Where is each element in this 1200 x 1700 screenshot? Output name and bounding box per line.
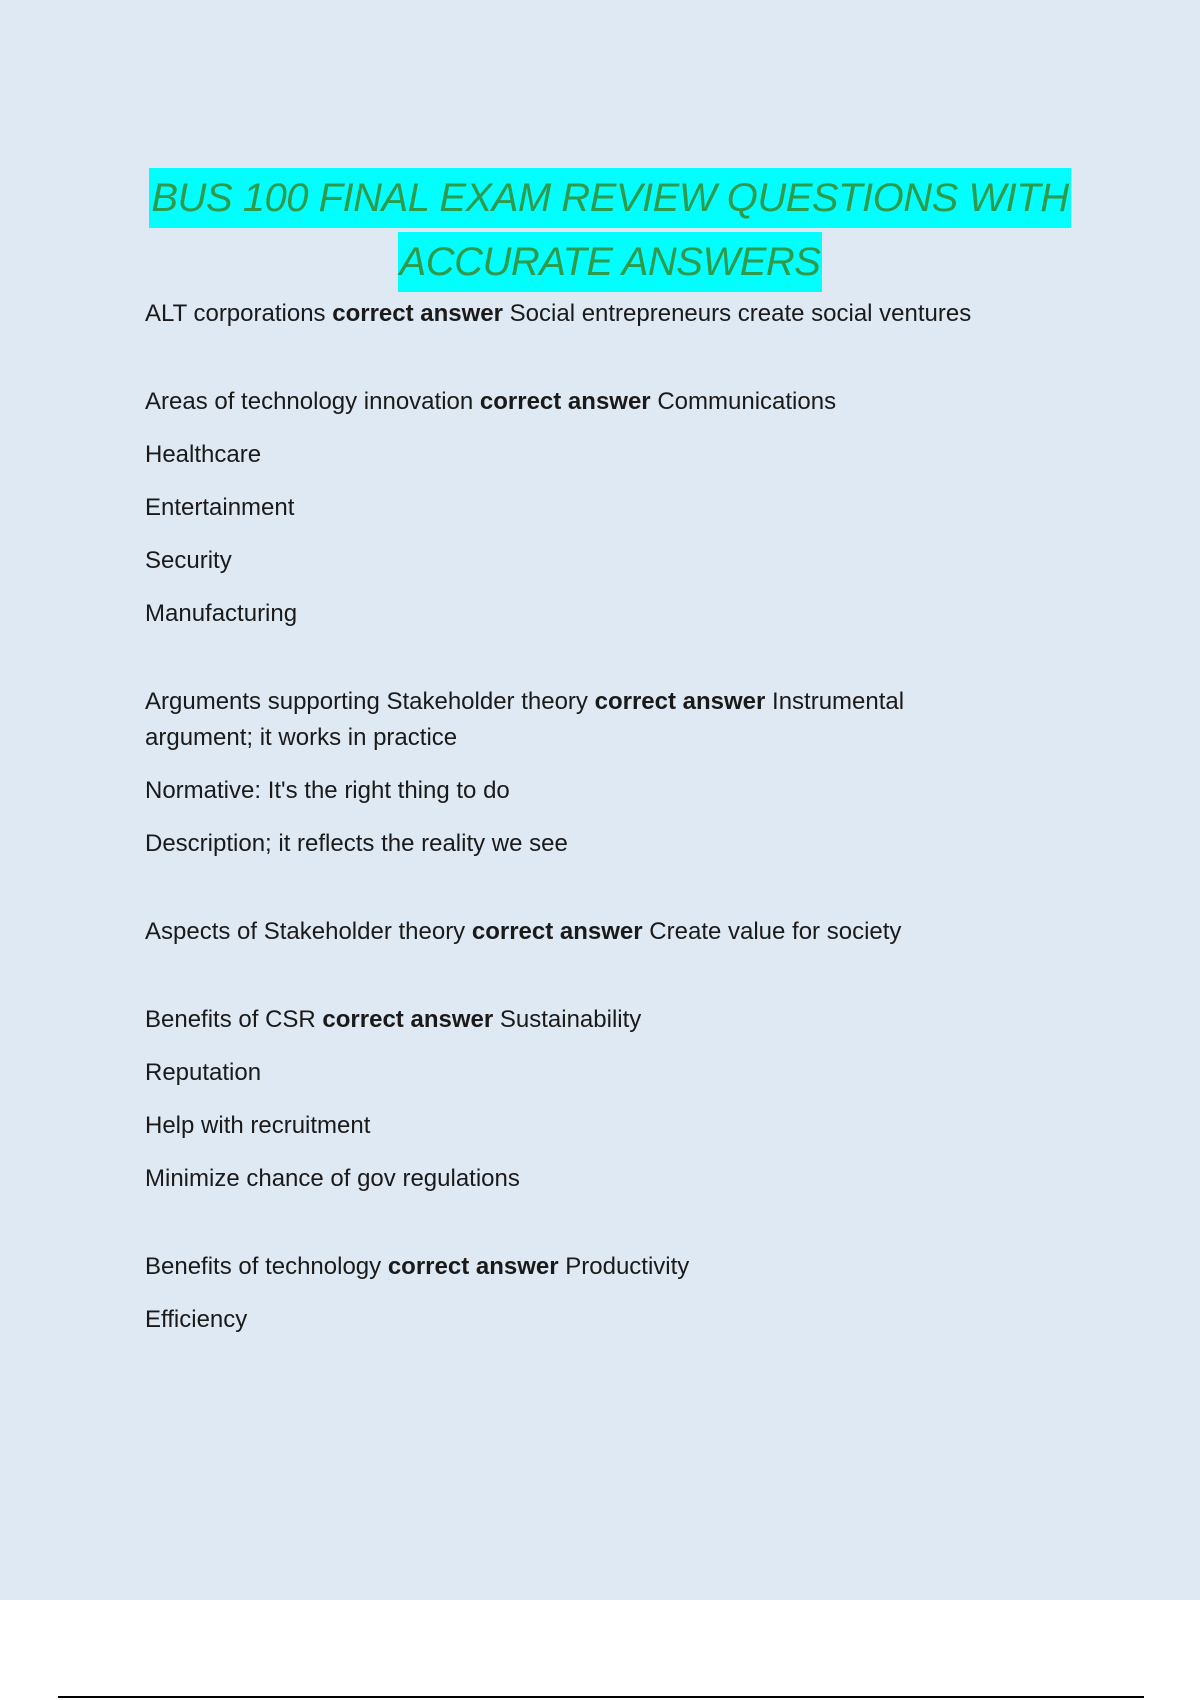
answer: Social entrepreneurs create social ventures	[509, 300, 972, 327]
qa-entry	[145, 296, 1045, 332]
answer-item: Efficiency	[145, 1306, 248, 1333]
qa-list	[145, 296, 1045, 1390]
answer: Sustainability	[499, 1006, 642, 1033]
keyword: correct answer	[594, 688, 766, 715]
keyword: correct answer	[322, 1006, 494, 1033]
answer: Productivity	[565, 1253, 690, 1280]
qa-entry	[145, 914, 1045, 950]
answer-item: Normative: It's the right thing to do	[145, 777, 510, 804]
answer-item: Healthcare	[145, 441, 262, 468]
qa-line	[145, 914, 1045, 950]
answer-item: Security	[145, 547, 232, 574]
qa-line	[145, 296, 1045, 332]
qa-line	[145, 1002, 1045, 1038]
term: Arguments supporting Stakeholder theory	[145, 688, 588, 715]
term: Benefits of technology	[145, 1253, 382, 1280]
qa-entry	[145, 684, 1045, 862]
answer-item: Description; it reflects the reality we see	[145, 830, 568, 857]
qa-entry	[145, 1249, 1045, 1338]
term: Benefits of CSR	[145, 1006, 316, 1033]
answer-item: Reputation	[145, 1059, 262, 1086]
answer: Communications	[657, 388, 837, 415]
qa-line	[145, 384, 1045, 420]
term: ALT corporations	[145, 300, 326, 327]
term: Areas of technology innovation	[145, 388, 474, 415]
document-title	[130, 168, 1090, 296]
keyword: correct answer	[332, 300, 503, 327]
answer: Instrumental argument; it works in practice	[145, 688, 905, 751]
qa-entry	[145, 384, 1045, 632]
answer-item: Minimize chance of gov regulations	[145, 1165, 520, 1192]
keyword: correct answer	[479, 388, 651, 415]
answer: Create value for society	[649, 918, 902, 945]
answer-item: Manufacturing	[145, 600, 298, 627]
answer-item: Entertainment	[145, 494, 295, 521]
keyword: correct answer	[387, 1253, 559, 1280]
footer-rule	[58, 1696, 1144, 1698]
answer-item: Help with recruitment	[145, 1112, 371, 1139]
term: Aspects of Stakeholder theory	[145, 918, 466, 945]
keyword: correct answer	[471, 918, 643, 945]
qa-line	[145, 1249, 1045, 1285]
qa-entry	[145, 1002, 1045, 1197]
title-line-1: BUS 100 FINAL EXAM REVIEW QUESTIONS WITH	[149, 168, 1070, 228]
title-line-2: ACCURATE ANSWERS	[398, 232, 823, 292]
qa-line	[145, 684, 975, 756]
